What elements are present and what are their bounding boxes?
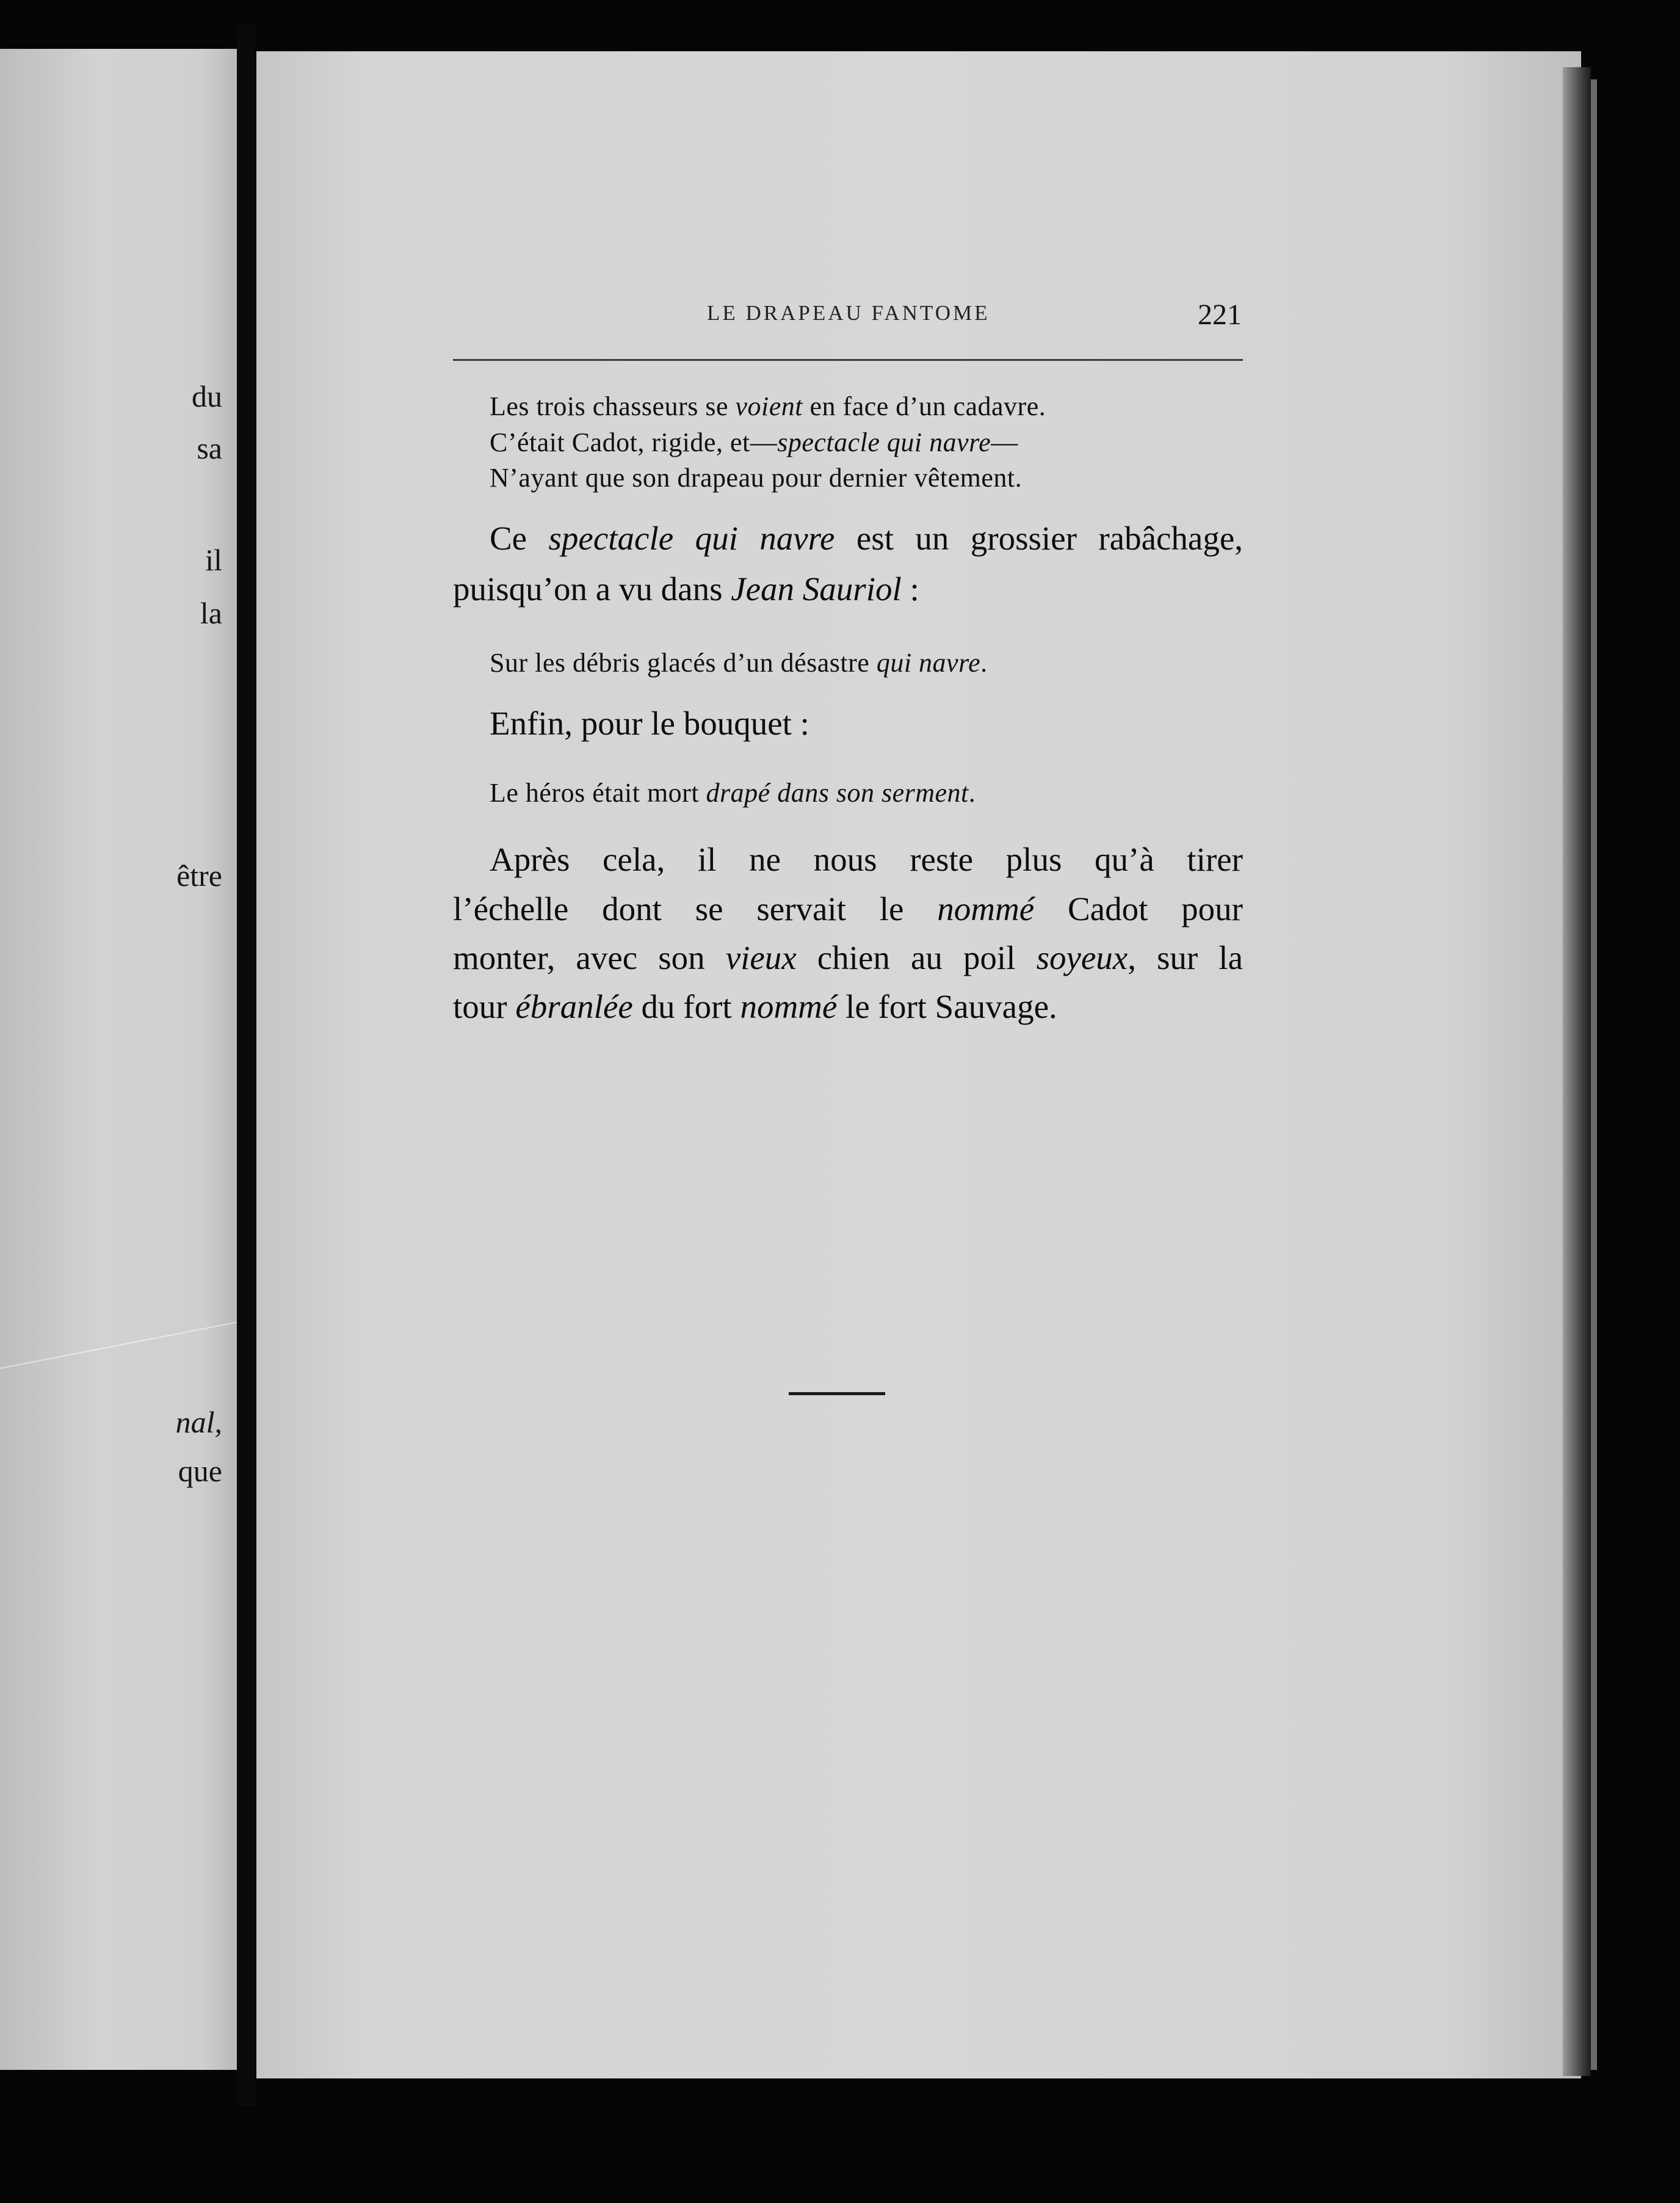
left-page-fragment: du: [192, 379, 222, 413]
left-page-fragment: il: [205, 543, 222, 577]
running-title: LE DRAPEAU FANTOME: [707, 301, 990, 325]
verse-italic: drapé dans son serment: [706, 778, 969, 808]
paragraph-line: [453, 890, 1243, 928]
verse-text: C’était Cadot, rigide, et—: [490, 427, 778, 457]
paragraph-text: du fort: [632, 988, 740, 1025]
verse-text: Sur les débris glacés d’un désastre: [490, 648, 877, 678]
paragraph-text: monter, avec son: [453, 939, 726, 976]
left-page-fragment: être: [176, 858, 222, 893]
page-number: 221: [1198, 299, 1242, 331]
verse-italic: qui navre: [876, 648, 981, 678]
verse-text: —: [991, 427, 1018, 457]
verse-line: [490, 647, 988, 678]
left-page-fragment: sa: [197, 431, 222, 465]
paragraph-text: le fort Sauvage.: [837, 988, 1057, 1025]
paragraph-text: Après cela, il ne nous reste plus qu’à tirer: [490, 841, 1243, 878]
paragraph-line: [453, 938, 1243, 977]
left-page-fragment: nal,: [175, 1405, 222, 1439]
paragraph-italic: ébranlée: [515, 988, 633, 1025]
verse-italic: spectacle qui navre: [777, 427, 991, 457]
paragraph-line: [490, 704, 1243, 742]
verse-line: [490, 427, 1018, 458]
verse-italic: voient: [735, 391, 803, 421]
verse-line: [490, 777, 976, 808]
verse-text: .: [968, 778, 976, 808]
current-page: [256, 51, 1581, 2078]
left-page-fragment: la: [200, 596, 222, 630]
verse-text: Les trois chasseurs se: [490, 391, 736, 421]
paragraph-text: Enfin, pour le bouquet :: [490, 705, 809, 742]
paragraph-text: puisqu’on a vu dans: [453, 570, 731, 608]
verse-line: [490, 391, 1046, 422]
paragraph-text: Ce: [490, 520, 549, 557]
paragraph-italic: Jean Sauriol: [731, 570, 902, 608]
left-page-fragment: que: [178, 1454, 222, 1488]
header-rule: [453, 359, 1243, 361]
paragraph-text: chien au poil: [796, 939, 1037, 976]
verse-text: N’ayant que son drapeau pour dernier vêtement.: [490, 463, 1023, 493]
paragraph-italic: spectacle qui navre: [548, 520, 835, 557]
verse-line: [490, 462, 1022, 493]
paragraph-line: [453, 987, 1243, 1026]
paragraph-italic: nommé: [937, 890, 1035, 927]
page-edge: [1563, 67, 1591, 2076]
page-edge-shadow: [1591, 79, 1597, 2070]
paragraph-text: , sur la: [1128, 939, 1244, 976]
chapter-end-rule: [789, 1392, 885, 1395]
book-gutter: [237, 24, 256, 2107]
paragraph-text: :: [901, 570, 919, 608]
paragraph-text: tour: [453, 988, 516, 1025]
paragraph-line: [490, 840, 1243, 879]
paragraph-text: est un grossier rabâchage,: [835, 520, 1243, 557]
previous-page: [0, 49, 237, 2070]
paragraph-italic: vieux: [725, 939, 797, 976]
verse-text: .: [980, 648, 988, 678]
paragraph-italic: soyeux: [1036, 939, 1128, 976]
verse-text: en face d’un cadavre.: [803, 391, 1046, 421]
paragraph-text: l’échelle dont se servait le: [453, 890, 938, 927]
paragraph-line: [490, 519, 1243, 557]
verse-text: Le héros était mort: [490, 778, 706, 808]
paragraph-text: Cadot pour: [1034, 890, 1243, 927]
paragraph-line: [453, 570, 1243, 608]
paragraph-italic: nommé: [740, 988, 838, 1025]
